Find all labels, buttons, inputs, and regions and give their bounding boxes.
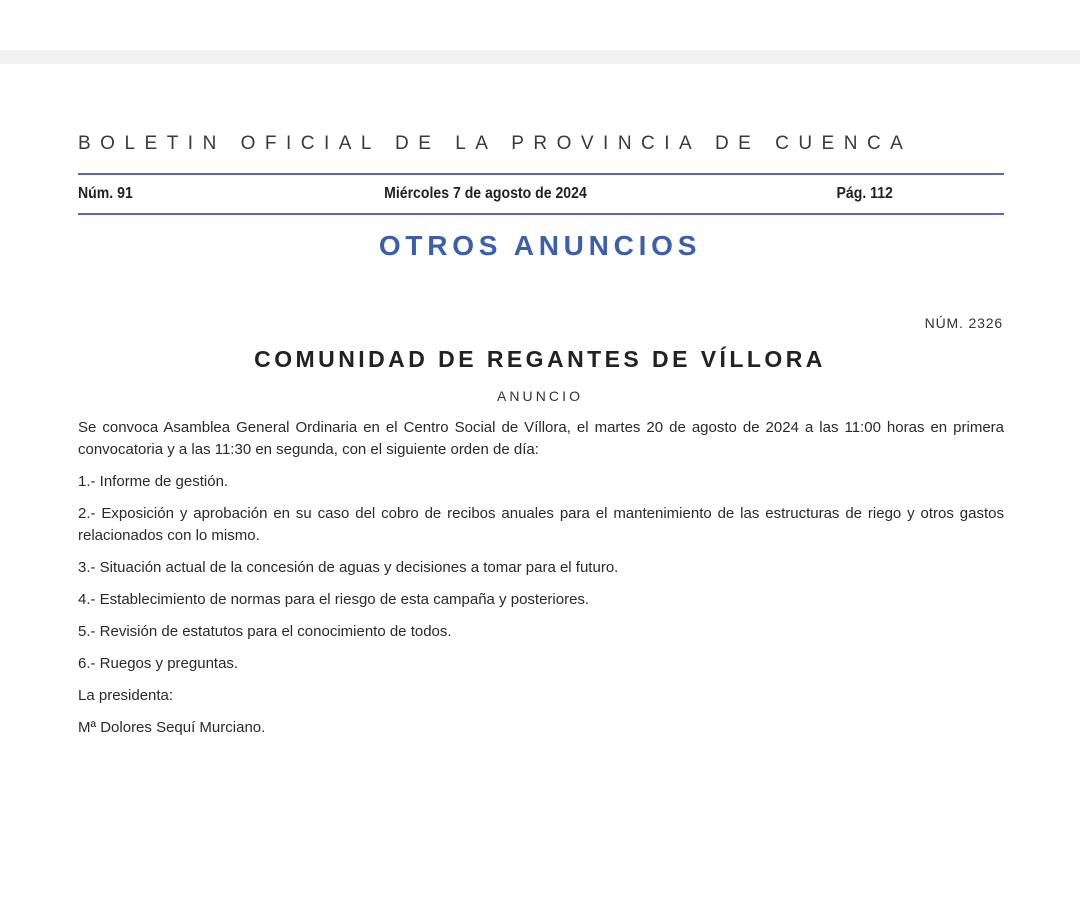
issue-number: Núm. 91 [78, 185, 133, 202]
top-band [0, 50, 1080, 64]
notice-number: NÚM. 2326 [924, 315, 1003, 331]
gazette-masthead: BOLETIN OFICIAL DE LA PROVINCIA DE CUENCA [78, 133, 913, 154]
signature-name: Mª Dolores Sequí Murciano. [78, 719, 266, 736]
masthead-divider-top [78, 173, 1004, 175]
organization-title: COMUNIDAD DE REGANTES DE VÍLLORA [254, 346, 826, 372]
agenda-item: 2.- Exposición y aprobación en su caso del cobro de recibos anuales para el mantenimiento de las estructuras de riego y otros gastos relacionados con lo mismo. [78, 505, 1004, 544]
masthead-divider-bottom [78, 213, 1004, 215]
page-number: Pág. 112 [836, 185, 893, 202]
section-title: OTROS ANUNCIOS [378, 230, 702, 261]
agenda-item: 6.- Ruegos y preguntas. [78, 655, 239, 672]
notice-body [78, 417, 1004, 749]
signature-role: La presidenta: [78, 687, 174, 704]
intro-paragraph: Se convoca Asamblea General Ordinaria en el Centro Social de Víllora, el martes 20 de agosto de 2024 a las 11:00 horas en primera convocatoria y a las 11:30 en segunda, con el siguiente orden de día: [78, 419, 1004, 458]
agenda-item: 4.- Establecimiento de normas para el riesgo de esta campaña y posteriores. [78, 591, 590, 608]
agenda-item: 5.- Revisión de estatutos para el conocimiento de todos. [78, 623, 452, 640]
agenda-item: 3.- Situación actual de la concesión de aguas y decisiones a tomar para el futuro. [78, 559, 619, 576]
issue-date: Miércoles 7 de agosto de 2024 [384, 185, 587, 202]
agenda-item: 1.- Informe de gestión. [78, 473, 229, 490]
document-type: ANUNCIO [496, 388, 584, 404]
issue-info-row [78, 185, 893, 207]
